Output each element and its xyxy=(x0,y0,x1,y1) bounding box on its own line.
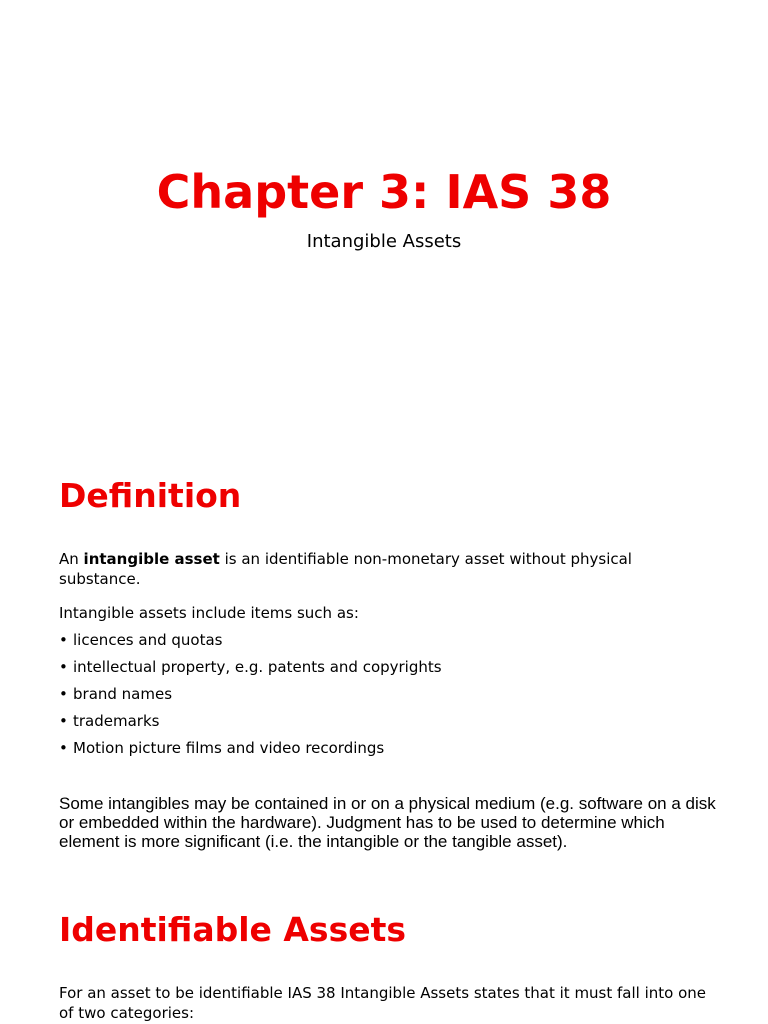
bullet-icon: • xyxy=(59,739,68,757)
definition-heading: Definition xyxy=(59,476,242,515)
list-item-text: Motion picture films and video recordings xyxy=(73,739,385,757)
list-item-text: licences and quotas xyxy=(73,631,223,649)
list-item xyxy=(59,657,442,684)
list-item-text: intellectual property, e.g. patents and copyrights xyxy=(73,658,442,676)
physical-medium-note: Some intangibles may be contained in or on a physical medium (e.g. software on a disk or embedded within the hardware). Judgment has to be used to determine which element is more significant (i.e. the intangible or the tangible asset). xyxy=(59,794,716,851)
list-item xyxy=(59,738,442,765)
bullet-icon: • xyxy=(59,631,68,649)
list-item-text: trademarks xyxy=(73,712,160,730)
definition-sentence xyxy=(59,549,709,589)
definition-term: intangible asset xyxy=(83,550,220,568)
bullet-icon: • xyxy=(59,685,68,703)
list-item xyxy=(59,684,442,711)
bullet-icon: • xyxy=(59,658,68,676)
definition-sentence-suffix: is an identifiable non-monetary asset without physical substance. xyxy=(59,550,632,588)
identifiable-intro: For an asset to be identifiable IAS 38 Intangible Assets states that it must fall into one of two categories: xyxy=(59,984,707,1022)
list-item xyxy=(59,630,442,657)
chapter-title: Chapter 3: IAS 38 xyxy=(156,165,612,219)
bullet-icon: • xyxy=(59,712,68,730)
intangible-items-list xyxy=(59,630,442,765)
identifiable-assets-heading: Identifiable Assets xyxy=(59,910,407,949)
list-item xyxy=(59,711,442,738)
list-intro: Intangible assets include items such as: xyxy=(59,604,359,622)
definition-sentence-prefix: An xyxy=(59,550,84,568)
list-item-text: brand names xyxy=(73,685,173,703)
chapter-subtitle: Intangible Assets xyxy=(306,231,462,252)
